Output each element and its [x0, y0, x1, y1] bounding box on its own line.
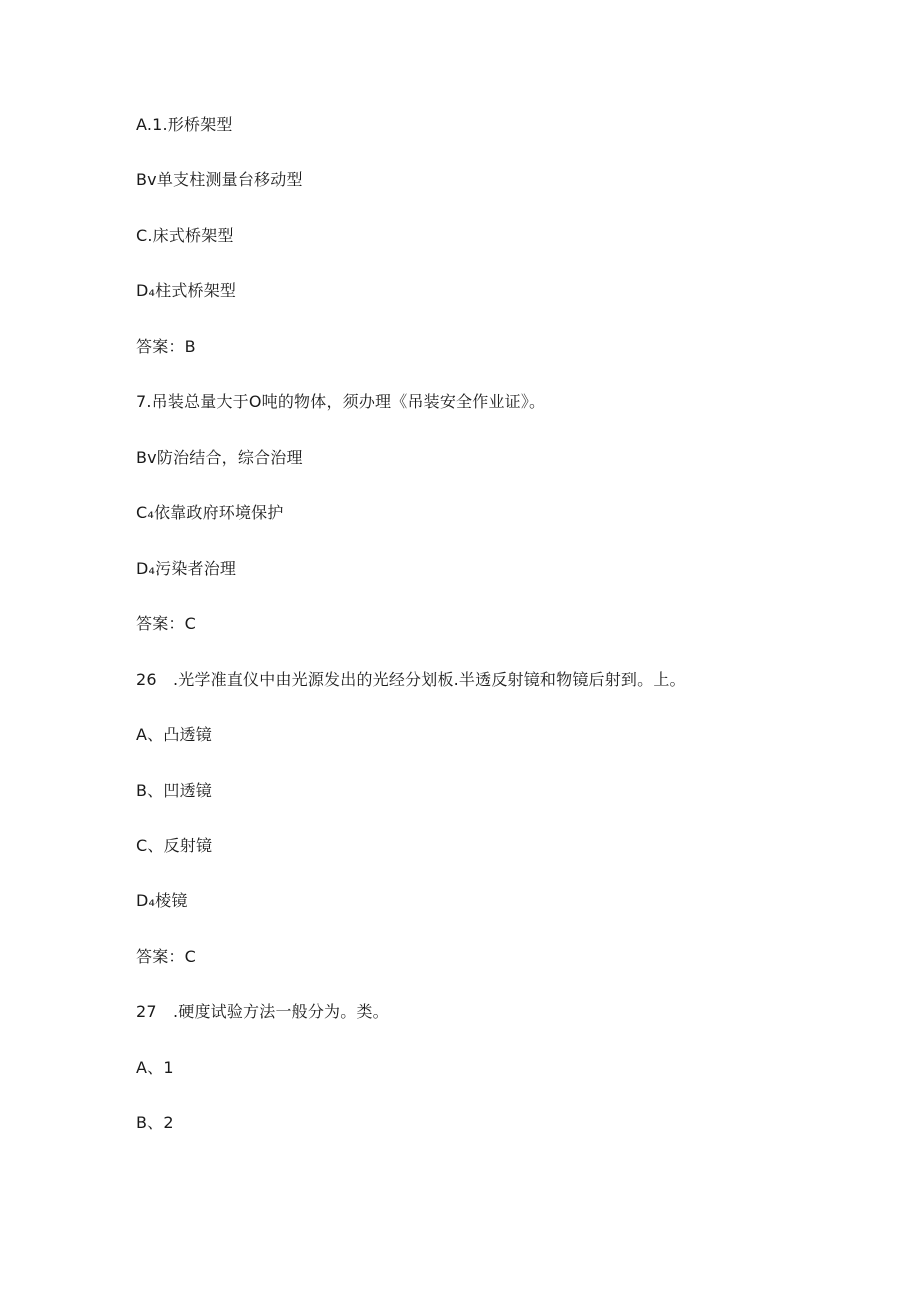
answer-line: 答案：B [136, 337, 196, 356]
answer-line: 答案：C [136, 614, 196, 633]
option-b-line: B、凹透镜 [136, 781, 212, 800]
answer-line: 答案：C [136, 947, 196, 966]
question-7-line: 7.吊装总量大于O吨的物体，须办理《吊装安全作业证》。 [136, 392, 546, 411]
option-b-line: Bv单支柱测量台移动型 [136, 170, 303, 189]
option-a-line: A、1 [136, 1058, 174, 1077]
option-c-line: C₄依靠政府环境保护 [136, 503, 284, 522]
option-c-line: C、反射镜 [136, 836, 213, 855]
question-27-line: 27 .硬度试验方法一般分为。类。 [136, 1002, 389, 1021]
option-d-line: D₄柱式桥架型 [136, 281, 237, 300]
option-b-line: B、2 [136, 1113, 174, 1132]
option-d-line: D₄污染者治理 [136, 559, 237, 578]
option-a-line: A.1.形桥架型 [136, 115, 233, 134]
option-b-line: Bv防治结合，综合治理 [136, 448, 303, 467]
question-26-line: 26 .光学准直仪中由光源发出的光经分划板.半透反射镜和物镜后射到。上。 [136, 670, 686, 689]
option-a-line: A、凸透镜 [136, 725, 212, 744]
option-d-line: D₄棱镜 [136, 891, 188, 910]
option-c-line: C.床式桥架型 [136, 226, 234, 245]
